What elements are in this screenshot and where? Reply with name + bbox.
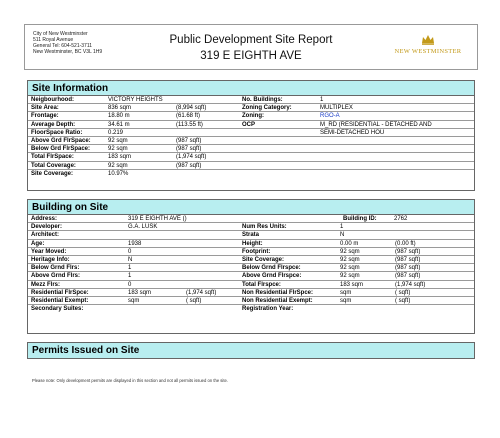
field-value-imperial: (987 sqft) [395, 273, 421, 280]
field-label: Neigbourhood: [31, 97, 74, 103]
field-label: Footprint: [242, 248, 271, 255]
field-value: VICTORY HEIGHTS [108, 97, 163, 103]
section-title: Site Information [28, 81, 474, 96]
field-value: 0 [128, 248, 132, 255]
city-logo [393, 34, 463, 64]
site-info-row [28, 162, 474, 170]
field-label: Heritage Info: [31, 256, 70, 263]
crown-icon [421, 34, 435, 45]
field-label: Frontage: [31, 113, 59, 120]
field-value-imperial: (1,974 sqft) [176, 154, 207, 161]
address-line: New Westminster, BC V3L 1H9 [33, 49, 103, 55]
field-value: 1 [340, 224, 344, 231]
site-information-section [27, 80, 475, 191]
field-value: 319 E EIGHTH AVE () [128, 216, 187, 222]
field-value-imperial: (113.55 ft) [176, 121, 203, 128]
field-value: MULTIPLEX [320, 105, 353, 112]
field-value: 1 [128, 273, 132, 280]
field-value: N [128, 256, 133, 263]
building-row [28, 289, 474, 297]
field-label: Below Grnd Flrs: [31, 265, 80, 272]
field-value-imperial: ( sqft) [395, 297, 411, 304]
site-info-row [28, 153, 474, 161]
site-info-row [28, 137, 474, 145]
field-value-continued: SEMI-DETACHED HOU [320, 129, 385, 136]
field-value: 92 sqm [108, 162, 128, 169]
field-value: 34.61 m [108, 121, 130, 128]
field-value-imperial: ( sqft) [186, 297, 202, 304]
field-value: 0 [128, 281, 132, 288]
site-info-row [28, 104, 474, 112]
building-row [28, 240, 474, 248]
section-title: Building on Site [28, 200, 474, 215]
field-label: Above Grnd Flrspce: [242, 273, 302, 280]
field-label: FloorSpace Ratio: [31, 129, 83, 136]
field-value: 183 sqm [340, 281, 364, 288]
field-label: Mezz Flrs: [31, 281, 61, 288]
field-value: 92 sqm [340, 248, 360, 255]
field-value-imperial: (987 sqft) [176, 162, 202, 169]
field-label: Zoning: [242, 113, 264, 120]
field-value: sqm [340, 297, 352, 304]
site-info-row [28, 129, 474, 137]
field-value-imperial: (987 sqft) [176, 137, 202, 144]
field-value: 92 sqm [108, 146, 128, 153]
field-label: Age: [31, 240, 45, 247]
field-value-imperial: (1,974 sqft) [186, 289, 217, 296]
building-rows [28, 215, 474, 313]
field-label: Below Grnd Flrspce: [242, 265, 301, 272]
field-value: sqm [340, 289, 352, 296]
field-value-imperial: ( sqft) [395, 289, 411, 296]
field-label: Total Coverage: [31, 162, 76, 169]
field-value: M_RD (RESIDENTIAL - DETACHED AND [320, 121, 432, 128]
field-label: Site Coverage: [31, 170, 74, 177]
field-value: G.A. LUSK [128, 224, 158, 231]
building-row [28, 248, 474, 256]
permits-note: Please note: Only development permits are displayed in this section and not all permits issued on the site. [32, 378, 228, 383]
field-label: Residential FlrSpce: [31, 289, 89, 296]
field-value: N [340, 232, 345, 239]
field-value: sqm [128, 297, 140, 304]
field-value-imperial: (987 sqft) [176, 146, 202, 153]
field-value-imperial: (987 sqft) [395, 256, 421, 263]
field-value-imperial: (987 sqft) [395, 265, 421, 272]
field-value: 92 sqm [340, 265, 360, 272]
field-label: Below Grd FlrSpace: [31, 146, 91, 153]
address-line: 511 Royal Avenue [33, 37, 74, 43]
field-value: 836 sqm [108, 105, 132, 112]
building-row [28, 231, 474, 239]
field-label: Residential Exempt: [31, 297, 89, 304]
field-value-imperial: (61.68 ft) [176, 113, 201, 120]
report-title: Public Development Site Report [169, 34, 333, 46]
field-value-imperial: (0.00 ft) [395, 240, 416, 247]
field-value: 92 sqm [340, 256, 360, 263]
field-label: Total FlrSpace: [31, 154, 74, 161]
building-row [28, 256, 474, 264]
field-value-imperial: (1,974 sqft) [395, 281, 426, 288]
address-line: City of New Westminster [33, 31, 88, 37]
field-label: Architect: [31, 232, 60, 239]
field-label: Height: [242, 240, 263, 247]
building-row [28, 223, 474, 231]
field-value: 0.219 [108, 129, 124, 136]
permits-section [27, 342, 475, 359]
site-info-row [28, 96, 474, 104]
field-value: 183 sqm [128, 289, 152, 296]
field-value: 18.80 m [108, 113, 130, 120]
field-label: Average Depth: [31, 121, 76, 128]
site-info-row [28, 145, 474, 153]
field-label: Non Residential Exempt: [242, 297, 313, 304]
building-id-value: 2762 [394, 216, 408, 222]
field-label: Num Res Units: [242, 224, 287, 231]
building-row [28, 297, 474, 305]
site-info-row [28, 112, 474, 120]
field-value: 1 [320, 97, 324, 103]
section-title: Permits Issued on Site [28, 343, 474, 358]
building-id-label: Building ID: [343, 216, 377, 222]
building-row [28, 272, 474, 280]
site-info-row [28, 170, 474, 178]
report-header [24, 24, 478, 70]
address-line: General Tel: 604-521-3711 [33, 43, 93, 49]
building-section [27, 199, 475, 334]
building-row [28, 305, 474, 313]
field-value: 1938 [128, 240, 142, 247]
field-label: Zoning Category: [242, 105, 292, 112]
field-label: Non Residential FlrSpce: [242, 289, 314, 296]
building-row [28, 281, 474, 289]
field-label: Secondary Suites: [31, 306, 84, 313]
field-value: 92 sqm [108, 137, 128, 144]
field-label: Site Coverage: [242, 256, 285, 263]
report-subtitle: 319 E EIGHTH AVE [200, 50, 302, 62]
zoning-link[interactable]: RGO-A [320, 113, 340, 120]
field-value-imperial: (987 sqft) [395, 248, 421, 255]
field-value: 10.97% [108, 170, 129, 177]
logo-text: NEW WESTMINSTER [394, 48, 462, 55]
building-row [28, 215, 474, 223]
field-label: Strata [242, 232, 260, 239]
field-value: 0.00 m [340, 240, 359, 247]
field-label: Developer: [31, 224, 63, 231]
field-value: 92 sqm [340, 273, 360, 280]
field-label: No. Buildings: [242, 97, 283, 103]
site-info-rows [28, 96, 474, 178]
field-label: Registration Year: [242, 306, 294, 313]
building-row [28, 264, 474, 272]
field-value: 183 sqm [108, 154, 132, 161]
field-value-imperial: (8,994 sqft) [176, 105, 207, 112]
field-label: Total Flrspce: [242, 281, 281, 288]
field-label: OCP [242, 121, 256, 128]
field-label: Address: [31, 216, 58, 222]
field-label: Above Grd FlrSpace: [31, 137, 91, 144]
field-label: Above Grnd Flrs: [31, 273, 81, 280]
field-label: Site Area: [31, 105, 59, 112]
field-value: 1 [128, 265, 132, 272]
field-label: Year Moved: [31, 248, 67, 255]
